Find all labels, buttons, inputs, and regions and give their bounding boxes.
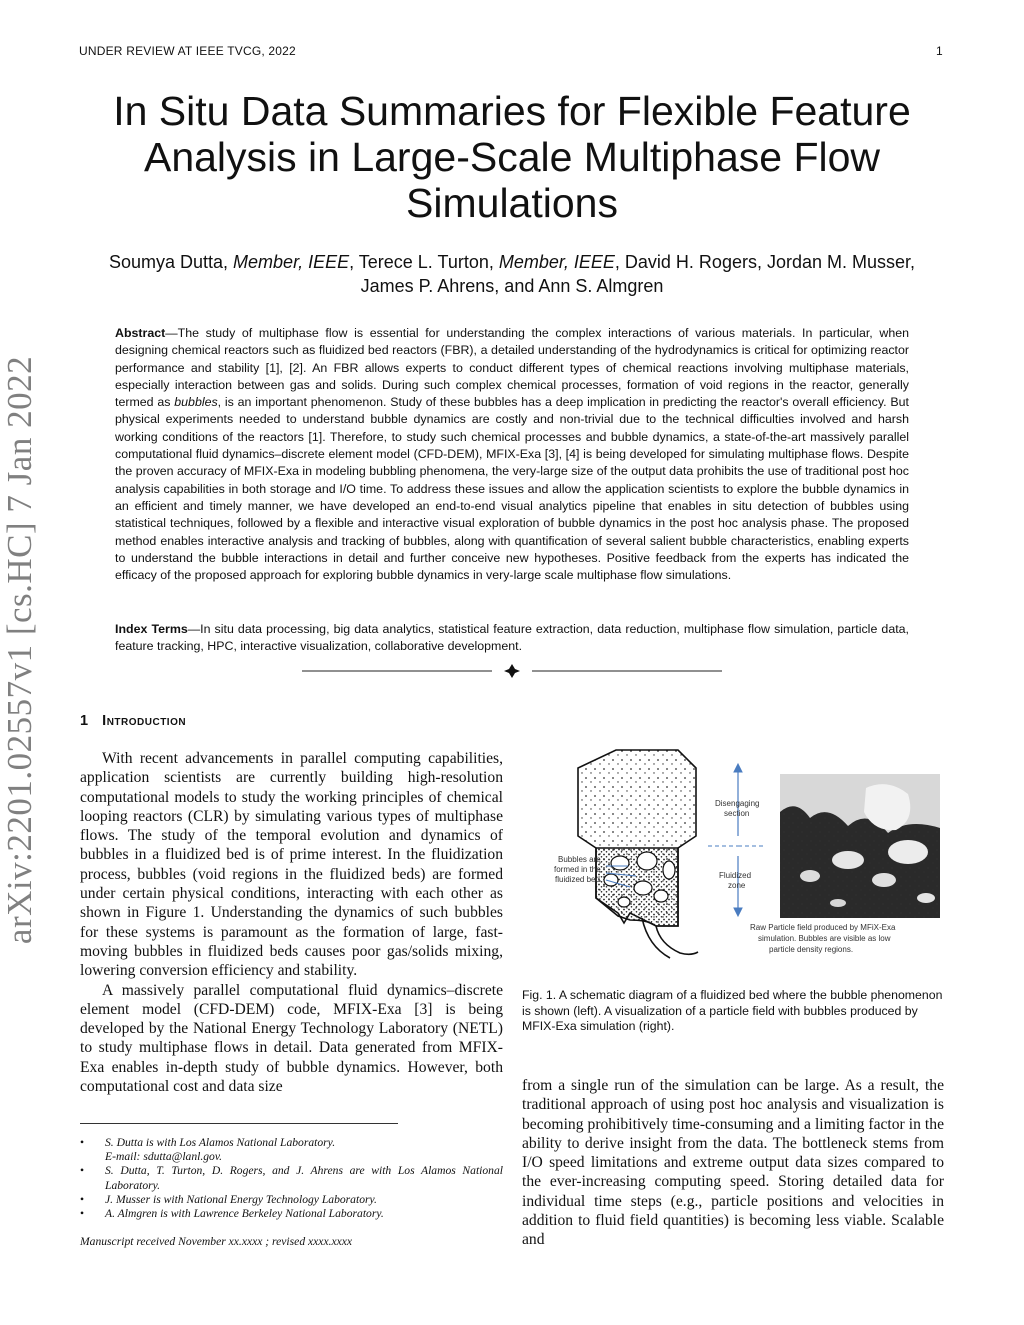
footnote-item xyxy=(80,1207,503,1221)
bullet-icon: • xyxy=(80,1207,85,1221)
abstract-text-2: , is an important phenomenon. Study of these bubbles has a deep implication in predicting the reactor's overall efficiency. But physical experiments needed to understand bubble dynamics are costly and non-trivial due to the technical difficulties involved and harsh working conditions of the reactors [1]. Therefore, to study such chemical processes and bubble dynamics, a state-of-the-art massively parallel computational fluid dynamics–discrete element model (CFD-DEM), MFIX-Exa [3], [4] is being developed for simulating multiphase flows. Despite the proven accuracy of MFIX-Exa in modeling bubbling phenomena, the very-large size of the output data prohibits the use of traditional post hoc analysis capabilities in both storage and I/O time. To address these issues and allow the application scientists to explore the bubble dynamics in an efficient and timely manner, we have developed an end-to-end visual analytics pipeline that enables in situ detection of bubbles using statistical techniques, followed by a flexible and interactive visual exploration of bubble dynamics in the post hoc analysis phase. The proposed method enables interactive analysis and tracking of bubbles, along with quantification of several salient bubble characteristics, enabling experts to understand the bubble interactions in detail and further conceive new hypotheses. Positive feedback from the experts has indicated the efficacy of the proposed approach for exploring bubble dynamics in very-large scale multiphase flow simulations. xyxy=(115,395,909,583)
author-2: , Terece L. Turton, xyxy=(349,252,494,272)
author-1-role: Member, IEEE xyxy=(233,252,350,272)
abstract xyxy=(115,325,909,584)
outlet-pipe xyxy=(656,926,698,954)
footnote-text: S. Dutta, T. Turton, D. Rogers, and J. Ahrens are with Los Alamos National Laboratory. xyxy=(105,1164,503,1192)
intro-paragraph-1: With recent advancements in parallel computing capabilities, application scientists are currently building high-resolution computational models to study the working principles of chemical looping reactors (CLR) by simulating various types of multiphase flows. The study of the temporal evolution and dynamics of bubbles in a fluidized bed is of prime interest. In the fluidization process, bubbles (void regions in the fluidized beds) are formed under certain physical conditions, interacting with each other as shown in Figure 1. Understanding the dynamics of such bubbles for these systems is paramount as the formation of large, fast-moving bubbles in fluidized beds causes poor gas/solids mixing, lowering conversion efficiency and stability. xyxy=(80,750,503,980)
footnote-text: A. Almgren is with Lawrence Berkeley National Laboratory. xyxy=(105,1207,384,1221)
author-rest: , David H. Rogers, Jordan M. Musser, James P. Ahrens, and Ann S. Almgren xyxy=(360,252,916,296)
label-bubbles-3: fluidized bed xyxy=(555,875,600,884)
page-number: 1 xyxy=(936,44,943,58)
left-column xyxy=(80,749,503,1096)
label-raw-1: Raw Particle field produced by MFiX-Exa xyxy=(750,923,896,932)
bubble xyxy=(637,852,657,870)
section-divider xyxy=(302,664,722,678)
index-terms xyxy=(115,621,909,656)
label-disengaging-1: Disengaging xyxy=(715,799,760,808)
right-paragraph-1: from a single run of the simulation can be large. As a result, the traditional approach of using post hoc analysis and visualization is becoming prohibitively time-consuming and a limiting factor in the ability to derive insight from the data. The bottleneck stems from I/O speed limitations and extreme output data sizes compared to the ever-increasing computing speed. Storing detailed data for individual time steps (e.g., particle positions and velocities in addition to fluid field quantities) is becoming less viable. Scalable and xyxy=(522,1077,944,1249)
label-raw-2: simulation. Bubbles are visible as low xyxy=(758,934,891,943)
footnote-email: E-mail: sdutta@lanl.gov. xyxy=(105,1150,223,1164)
label-bubbles-1: Bubbles are xyxy=(558,855,601,864)
intro-paragraph-2: A massively parallel computational fluid dynamics–discrete element model (CFD-DEM) code, MFIX-Exa [3] is being developed by the National Energy Technology Laboratory (NETL) to study multiphase flows in detail. Data generated from MFIX-Exa enables in-depth study of bubble dynamics. However, both computational cost and data size xyxy=(80,981,503,1096)
author-2-role: Member, IEEE xyxy=(498,252,615,272)
label-fluidized-2: zone xyxy=(728,881,746,890)
figure-caption: Fig. 1. A schematic diagram of a fluidized bed where the bubble phenomenon is shown (left). A visualization of a particle field with bubbles produced by MFIX-Exa simulation (right). xyxy=(522,988,943,1033)
figure-1 xyxy=(548,748,940,960)
label-fluidized-1: Fluidized xyxy=(719,871,752,880)
footnote-item xyxy=(80,1136,503,1164)
index-terms-label: Index Terms xyxy=(115,622,188,636)
footnote-text: S. Dutta is with Los Alamos National Laboratory. xyxy=(105,1136,336,1149)
footnotes xyxy=(80,1136,503,1221)
bullet-icon: • xyxy=(80,1192,85,1206)
footnote-item xyxy=(80,1164,503,1192)
label-raw-3: particle density regions. xyxy=(769,945,854,954)
label-bubbles-2: formed in the xyxy=(554,865,601,874)
abstract-text-1: —The study of multiphase flow is essential for understanding the complex interactions of various materials. In particular, when designing chemical reactors such as fluidized bed reactors (FBR), a detailed understanding of the hydrodynamics is critical for optimizing reactor performance and stability [1], [2]. An FBR allows experts to conduct different types of chemical reactions involving multiphase materials, especially interaction between gas and solids. During such complex chemical processes, formation of void regions in the reactor, generally termed as xyxy=(115,326,909,410)
right-column xyxy=(522,1076,944,1250)
label-disengaging-2: section xyxy=(724,809,750,818)
bubble xyxy=(654,890,668,902)
running-header: UNDER REVIEW AT IEEE TVCG, 2022 xyxy=(79,44,296,58)
section-number: 1 xyxy=(80,713,89,729)
bullet-icon: • xyxy=(80,1136,85,1149)
footnote-item xyxy=(80,1193,503,1207)
author-1: Soumya Dutta, xyxy=(108,252,229,272)
reactor-schematic xyxy=(578,750,698,958)
bullet-icon: • xyxy=(80,1164,85,1178)
author-list xyxy=(80,250,944,298)
abstract-italic: bubbles xyxy=(174,395,218,410)
bubble xyxy=(634,881,652,895)
bubble xyxy=(663,861,675,879)
footnote-rule xyxy=(80,1123,398,1124)
section-title: Introduction xyxy=(102,713,187,729)
paper-title: In Situ Data Summaries for Flexible Feature Analysis in Large-Scale Multiphase Flow Simulations xyxy=(113,88,911,226)
particle-field-image xyxy=(780,774,940,918)
abstract-label: Abstract xyxy=(115,326,166,340)
arxiv-stamp: arXiv:2201.02557v1 [cs.HC] 7 Jan 2022 xyxy=(0,355,39,945)
index-terms-text: —In situ data processing, big data analytics, statistical feature extraction, data reduction, multiphase flow simulation, particle data, feature tracking, HPC, interactive visualization, collaborative development. xyxy=(115,622,909,654)
manuscript-note: Manuscript received November xx.xxxx ; revised xxxx.xxxx xyxy=(80,1235,353,1248)
divider-star-icon xyxy=(504,664,520,678)
bubble xyxy=(611,856,629,870)
bubble xyxy=(618,897,630,907)
section-heading xyxy=(80,713,186,729)
footnote-text: J. Musser is with National Energy Technology Laboratory. xyxy=(105,1192,377,1206)
